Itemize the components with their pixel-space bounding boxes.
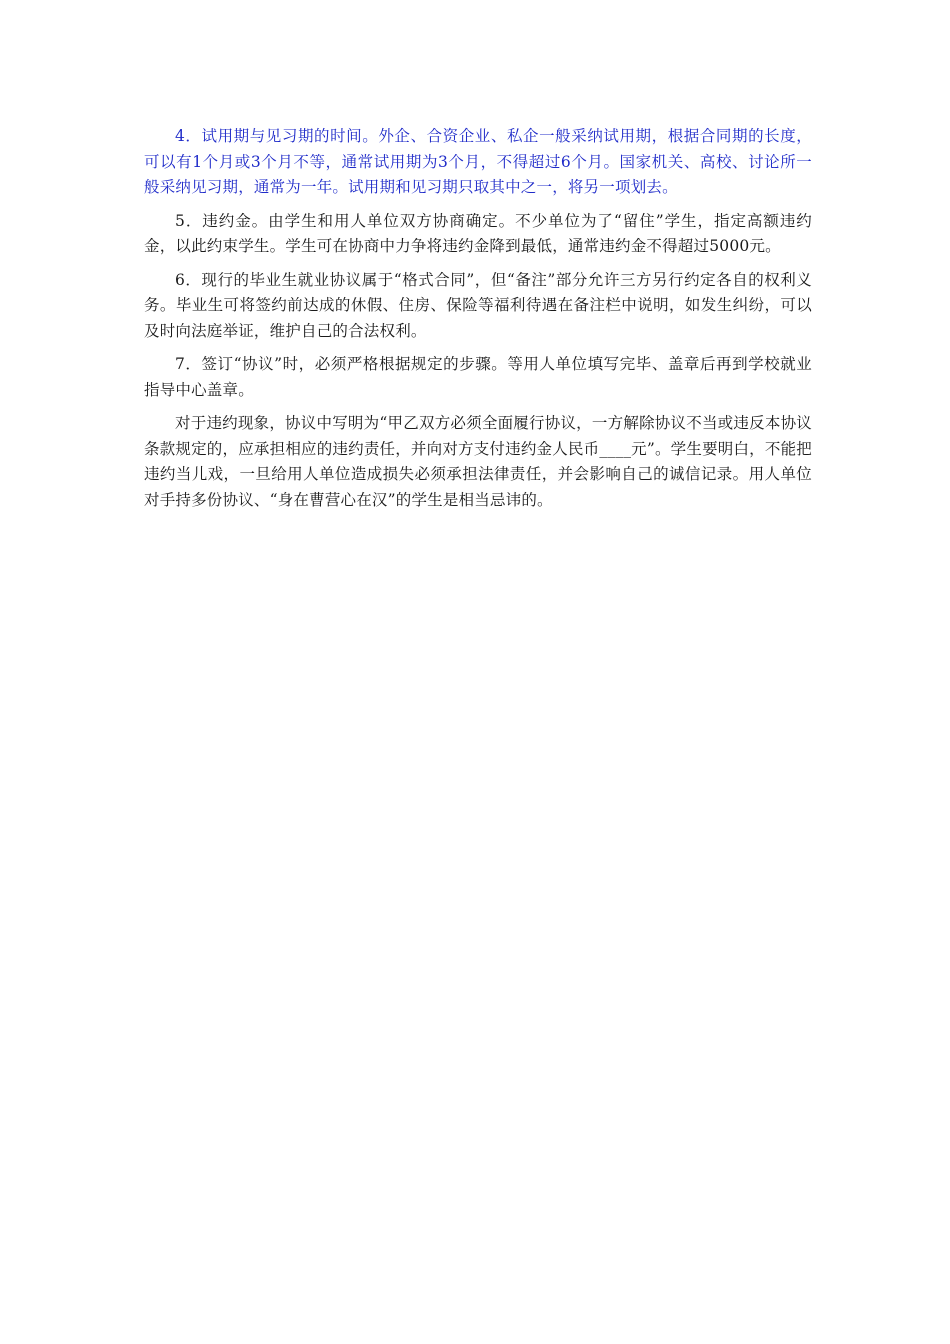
paragraph-probation-period: 4．试用期与见习期的时间。外企、合资企业、私企一般采纳试用期，根据合同期的长度，可以有1个月或3个月不等，通常试用期为3个月，不得超过6个月。国家机关、高校、讨论所一般采纳见习期，通常为一年。试用期和见习期只取其中之一，将另一项划去。 — [144, 127, 812, 196]
paragraph-format-contract: 6．现行的毕业生就业协议属于“格式合同”，但“备注”部分允许三方另行约定各自的权利义务。毕业生可将签约前达成的休假、住房、保险等福利待遇在备注栏中说明，如发生纠纷，可以及时向法庭举证，维护自己的合法权利。 — [144, 270, 812, 340]
paragraph-liquidated-damages: 5．违约金。由学生和用人单位双方协商确定。不少单位为了“留住”学生，指定高额违约金，以此约束学生。学生可在协商中力争将违约金降到最低，通常违约金不得超过5000元。 — [144, 211, 812, 255]
paragraph-signing-procedure: 7．签订“协议”时，必须严格根据规定的步骤。等用人单位填写完毕、盖章后再到学校就业指导中心盖章。 — [144, 355, 812, 399]
paragraph-breach-of-contract: 对于违约现象，协议中写明为“甲乙双方必须全面履行协议，一方解除协议不当或违反本协议条款规定的，应承担相应的违约责任，并向对方支付违约金人民币____元”。学生要明白，不能把违约当儿戏，一旦给用人单位造成损失必须承担法律责任，并会影响自己的诚信记录。用人单位对手持多份协议、“身在曹营心在汉”的学生是相当忌讳的。 — [144, 414, 812, 509]
document-body — [144, 124, 812, 521]
